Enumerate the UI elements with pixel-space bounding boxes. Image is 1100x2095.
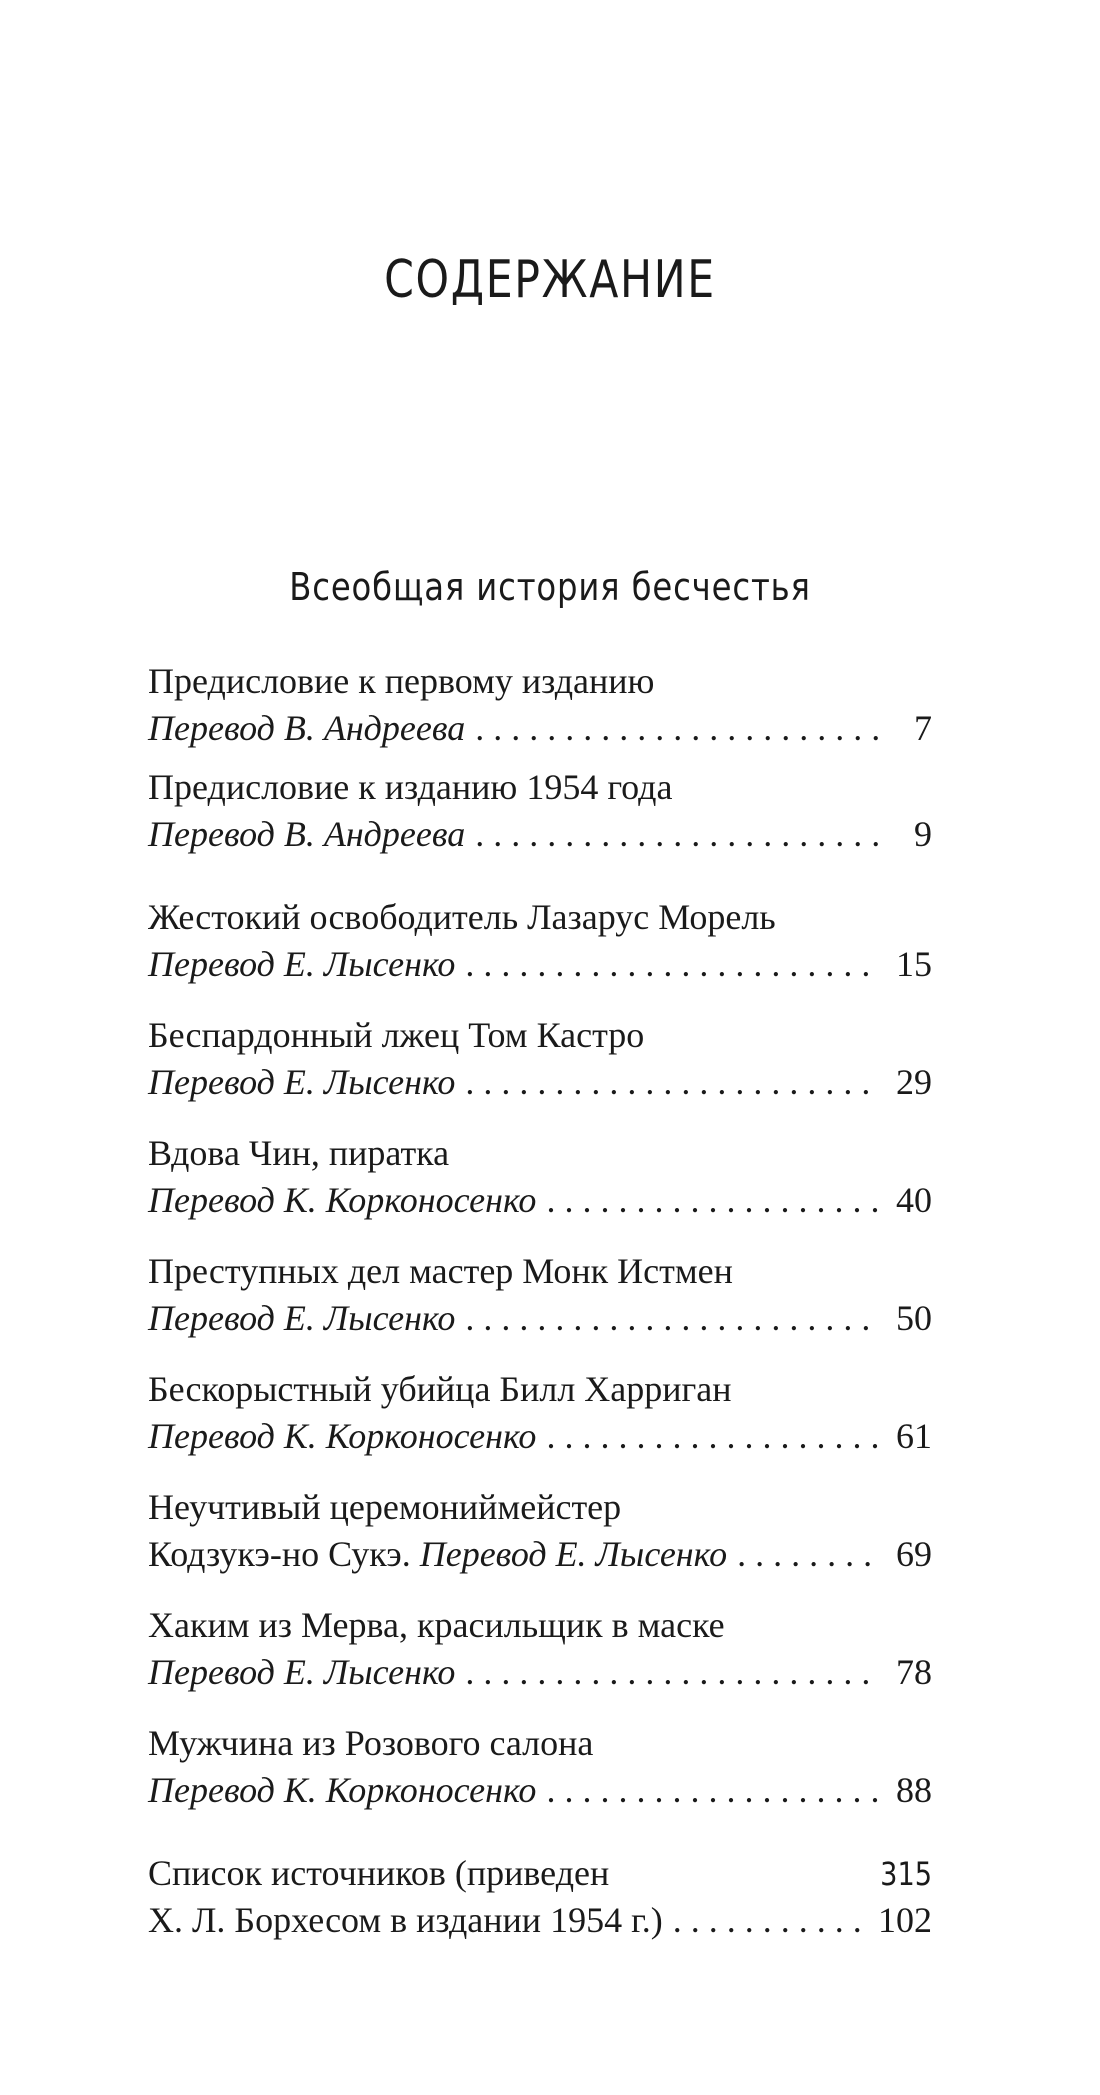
toc-entry[interactable] <box>148 1130 932 1224</box>
leader-dots <box>465 1295 878 1342</box>
entry-title: Список источников (приведен <box>148 1853 610 1893</box>
entry-page: 61 <box>896 1416 932 1456</box>
entry-translator: Перевод К. Корконосенко <box>148 1180 537 1220</box>
entry-page: 50 <box>896 1298 932 1338</box>
page-title: СОДЕРЖАНИЕ <box>384 250 716 310</box>
toc-entry[interactable] <box>148 1484 932 1578</box>
section-title: Всеобщая история бесчестья <box>289 565 811 609</box>
entry-page: 102 <box>878 1900 932 1940</box>
entry-title-continued: Х. Л. Борхесом в издании 1954 г.) <box>148 1900 663 1940</box>
entry-title: Преступных дел мастер Монк Истмен <box>148 1251 733 1291</box>
entry-page: 9 <box>914 814 932 854</box>
entry-translator: Перевод Е. Лысенко <box>148 1062 456 1102</box>
entry-title: Неучтивый церемониймейстер <box>148 1487 622 1527</box>
table-of-contents <box>148 658 932 1944</box>
leader-dots <box>475 705 878 752</box>
toc-entry[interactable] <box>148 1720 932 1814</box>
toc-entry[interactable] <box>148 894 932 988</box>
entry-title: Беспардонный лжец Том Кастро <box>148 1015 645 1055</box>
entry-title: Предисловие к изданию 1954 года <box>148 767 673 807</box>
entry-title: Бескорыстный убийца Билл Харриган <box>148 1369 732 1409</box>
entry-page: 15 <box>896 944 932 984</box>
leader-dots <box>465 1059 878 1106</box>
entry-page: 7 <box>914 708 932 748</box>
entry-translator: Перевод К. Корконосенко <box>148 1416 537 1456</box>
leader-dots <box>465 941 878 988</box>
entry-title: Предисловие к первому изданию <box>148 661 655 701</box>
entry-page: 78 <box>896 1652 932 1692</box>
toc-entry[interactable] <box>148 658 932 752</box>
entry-page: 40 <box>896 1180 932 1220</box>
leader-dots <box>546 1177 878 1224</box>
leader-dots <box>737 1531 878 1578</box>
toc-entry[interactable] <box>148 1366 932 1460</box>
leader-dots <box>546 1767 878 1814</box>
entry-translator: Перевод В. Андреева <box>148 708 466 748</box>
entry-translator: Перевод Е. Лысенко <box>148 1652 456 1692</box>
leader-dots <box>465 1649 878 1696</box>
leader-dots <box>546 1413 878 1460</box>
entry-title: Хаким из Мерва, красильщик в маске <box>148 1605 725 1645</box>
entry-title: Мужчина из Розового салона <box>148 1723 594 1763</box>
entry-page: 29 <box>896 1062 932 1102</box>
entry-page: 69 <box>896 1534 932 1574</box>
entry-title: Жестокий освободитель Лазарус Морель <box>148 897 776 937</box>
toc-entry[interactable] <box>148 764 932 858</box>
entry-translator: Перевод Е. Лысенко <box>148 944 456 984</box>
page-number: 315 <box>880 1855 932 1893</box>
entry-translator: Перевод К. Корконосенко <box>148 1770 537 1810</box>
leader-dots <box>475 811 878 858</box>
toc-entry[interactable] <box>148 1248 932 1342</box>
leader-dots <box>673 1897 868 1944</box>
toc-entry[interactable] <box>148 1602 932 1696</box>
entry-title: Вдова Чин, пиратка <box>148 1133 450 1173</box>
toc-entry[interactable] <box>148 1850 932 1944</box>
toc-entry[interactable] <box>148 1012 932 1106</box>
entry-page: 88 <box>896 1770 932 1810</box>
entry-translator: Перевод В. Андреева <box>148 814 466 854</box>
entry-translator: Перевод Е. Лысенко <box>419 1534 728 1574</box>
entry-title-continued: Кодзукэ-но Сукэ. <box>148 1534 411 1574</box>
entry-translator: Перевод Е. Лысенко <box>148 1298 456 1338</box>
